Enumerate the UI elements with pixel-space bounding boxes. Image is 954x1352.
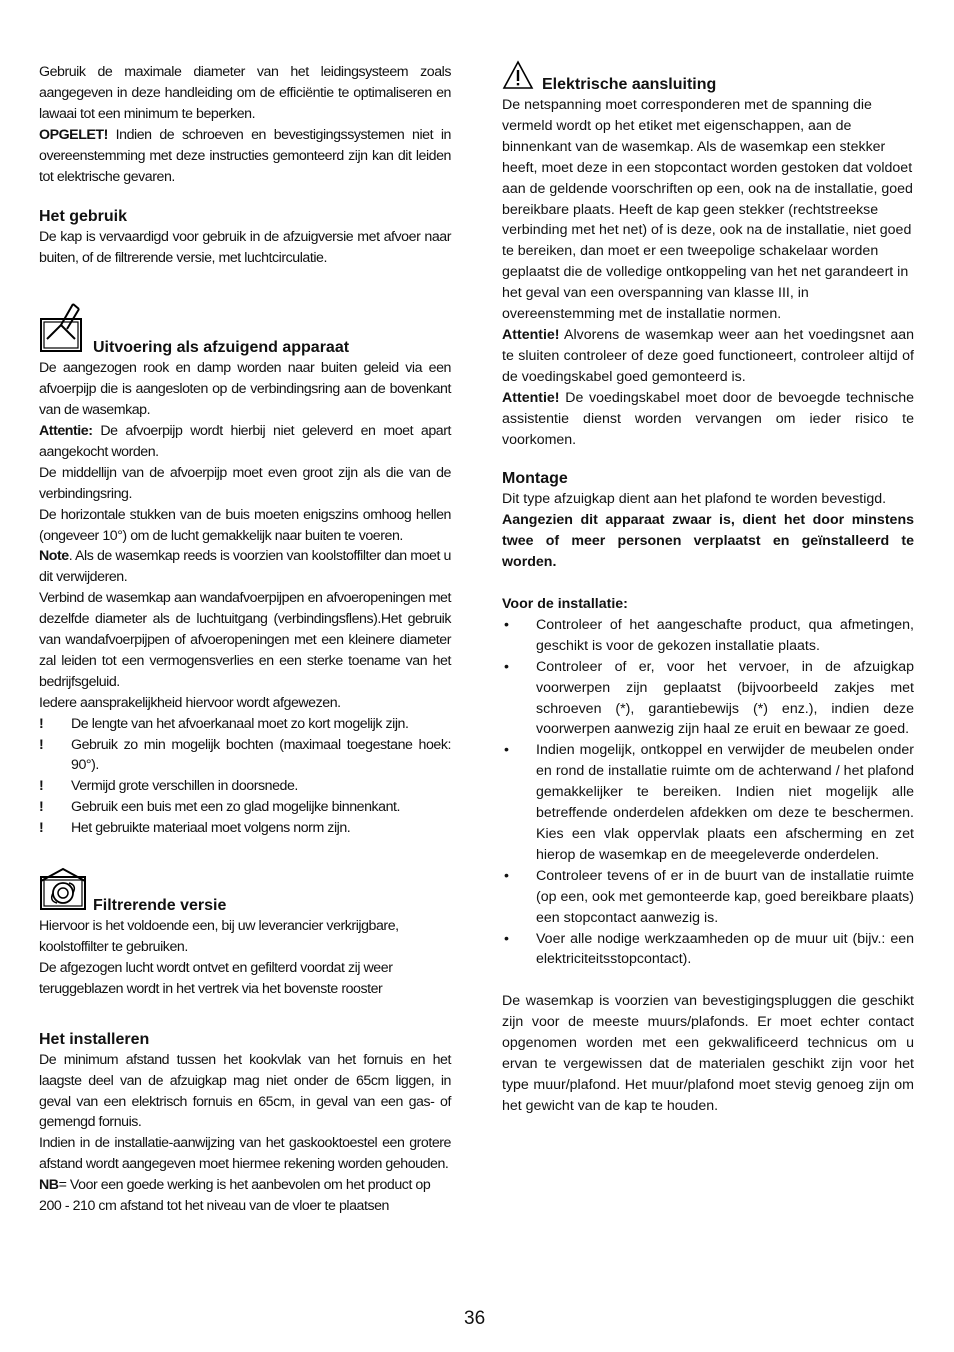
afzuigend-p7: Iedere aansprakelijkheid hiervoor wordt afgewezen. xyxy=(39,694,341,711)
list-item xyxy=(39,714,451,735)
afzuigend-header xyxy=(39,301,451,358)
filtrerend-p2: De afgezogen lucht wordt ontvet en gefilterd voordat zij weer teruggeblazen wordt in het vertrek via het bovenste rooster xyxy=(39,959,393,997)
exclamation-mark: ! xyxy=(39,820,44,837)
exclamation-mark: ! xyxy=(39,799,44,816)
installeren-p3 xyxy=(39,1175,451,1217)
elektrisch-p3-text: De voedingskabel moet door de bevoegde technische assistentie dienst worden vervangen om ieder risico te voorkomen. xyxy=(502,389,914,448)
installeren-p1: De minimum afstand tussen het kookvlak van het fornuis en het laagste deel van de afzuigkap mag niet onder de 65cm liggen, in geval van een elektrisch fornuis en 65cm, in geval van een gas- of gemengd fornuis. xyxy=(39,1051,451,1131)
afzuigend-p4: De horizontale stukken van de buis moeten enigszins omhoog hellen (ongeveer 10°) om de lucht gemakkelijk naar buiten te voeren. xyxy=(39,506,451,544)
elektrisch-header xyxy=(502,60,914,95)
exhaust-duct-icon xyxy=(39,301,87,358)
afzuigend-p5-text: . Als de wasemkap reeds is voorzien van koolstoffilter dan moet u dit verwijderen. xyxy=(39,548,451,586)
list-item xyxy=(39,776,451,797)
afzuigend-p3: De middellijn van de afvoerpijp moet even groot zijn als die van de verbindingsring. xyxy=(39,464,451,502)
list-item xyxy=(39,818,451,839)
list-item-text: Voer alle nodige werkzaamheden op de muur uit (bijv.: een elektriciteitsstopcontact). xyxy=(536,930,914,968)
section-title-gebruik: Het gebruik xyxy=(39,208,128,226)
section-title-afzuigend: Uitvoering als afzuigend apparaat xyxy=(93,339,350,357)
section-title-filtrerend: Filtrerende versie xyxy=(93,897,227,915)
afzuigend-p2 xyxy=(39,421,451,463)
bullet-list xyxy=(502,615,914,970)
montage-p1: Dit type afzuigkap dient aan het plafond te worden bevestigd. xyxy=(502,491,887,508)
section-title-montage: Montage xyxy=(502,470,568,488)
montage-p3: De wasemkap is voorzien van bevestigingspluggen die geschikt zijn voor de meeste muurs/plafonds. Er moet echter contact opgenomen worden met een gekwalificeerd technicus om u ervan te vergewissen dat de materialen geschikt zijn voor het type muur/plafond. Het muur/plafond moet stevig genoeg zijn om het gewicht van de kap te houden. xyxy=(502,993,914,1114)
installeren-p3-text: = Voor een goede werking is het aanbevolen om het product op 200 - 210 cm afstand tot het niveau van de vloer te plaatsen xyxy=(39,1177,431,1215)
list-item xyxy=(502,657,914,741)
list-item xyxy=(502,866,914,929)
afzuigend-p2-text: De afvoerpijp wordt hierbij niet geleverd en moet apart aangekocht worden. xyxy=(39,422,451,460)
bullet: • xyxy=(504,930,509,947)
section-title-elektrisch: Elektrische aansluiting xyxy=(542,76,717,93)
list-item-text: De lengte van het afvoerkanaal moet zo kort mogelijk zijn. xyxy=(71,715,409,732)
elektrisch-p1: De netspanning moet corresponderen met de spanning die vermeld wordt op het etiket met eigenschappen, aan de binnenkant van de wasemkap. Als de wasemkap een stekker heeft, moet deze in een stopcontact worden gestoken dat voldoet aan de geldende voorschriften op een, ook na de installatie, goed bereikbare plaats. Heeft de kap geen stekker (rechtstreekse verbinding met het net) of is deze, ook na de installatie, niet goed te bereiken, dan moet er een tweepolige schakelaar worden geplaatst die de volledige ontkoppeling van het net garandeert in het geval van een overspanning van klasse III, in overeenstemming met de installatie normen. xyxy=(502,97,913,323)
list-item-text: Controleer of het aangeschafte product, qua afmetingen, geschikt is voor de gekozen installatie plaats. xyxy=(536,616,914,654)
exclamation-mark: ! xyxy=(39,736,44,753)
warning-triangle-icon xyxy=(502,60,534,95)
bullet: • xyxy=(504,742,509,759)
afzuigend-p1: De aangezogen rook en damp worden naar buiten geleid via een afvoerpijp die is aangesloten op de verbindingsring aan de bovenkant van de wasemkap. xyxy=(39,360,451,419)
elektrisch-p2 xyxy=(502,325,914,388)
list-item-text: Vermijd grote verschillen in doorsnede. xyxy=(71,778,298,795)
intro-paragraph: Gebruik de maximale diameter van het leidingsysteem zoals aangegeven in deze handleiding om de efficiëntie te optimaliseren en lawaai tot een minimum te beperken. xyxy=(39,64,451,122)
right-column xyxy=(502,60,914,1117)
page-number: 36 xyxy=(464,1308,486,1329)
montage-p2: Aangezien dit apparaat zwaar is, dient het door minstens twee of meer personen verplaatst en geïnstalleerd te worden. xyxy=(502,512,914,571)
gebruik-text: De kap is vervaardigd voor gebruik in de afzuigversie met afvoer naar buiten, of de filtrerende versie, met luchtcirculatie. xyxy=(39,229,451,267)
recirculation-filter-icon xyxy=(39,867,87,916)
list-item-text: Indien mogelijk, ontkoppel en verwijder de meubelen onder en rond de installatie ruimte om de achterwand / het plafond gemakkelijker te bereiken. Indien niet mogelijk alle betreffende onderdelen afdekken om deze te beschermen. Kies een vlak oppervlak plaats een afscherming en zet hierop de wasemkap en de meegeleverde onderdelen. xyxy=(536,742,914,863)
warning-paragraph xyxy=(39,125,451,188)
warning-label: OPGELET! xyxy=(39,126,108,143)
afzuigend-p6: Verbind de wasemkap aan wandafvoerpijpen en afvoeropeningen met dezelfde diameter als de luchtuitgang (verbindingsflens).Het gebruik van wandafvoerpijpen of afvoeropeningen met een kleinere diameter zal leiden tot een vermogensverlies en een sterke toename van het bedrijfsgeluid. xyxy=(39,590,451,690)
list-item-text: Het gebruikte materiaal moet volgens norm zijn. xyxy=(71,820,351,837)
afzuigend-p5 xyxy=(39,546,451,588)
attentie-label: Attentie: xyxy=(39,422,93,439)
left-column xyxy=(39,62,451,1217)
list-item xyxy=(39,735,451,777)
nb-label: NB xyxy=(39,1177,59,1194)
warning-text: Indien de schroeven en bevestigingssystemen niet in overeenstemming met deze instructies gemonteerd zijn kan dit leiden tot elektrische gevaren. xyxy=(39,126,451,185)
elektrisch-p3 xyxy=(502,388,914,451)
list-item-text: Gebruik een buis met een zo glad mogelijke binnenkant. xyxy=(71,799,401,816)
bullet: • xyxy=(504,867,509,884)
installeren-p2: Indien in de installatie-aanwijzing van het gaskooktoestel een grotere afstand wordt aangegeven moet hiermee rekening worden gehouden. xyxy=(39,1135,451,1173)
list-item-text: Gebruik zo min mogelijk bochten (maximaal toegestane hoek: 90°). xyxy=(71,736,451,774)
list-item xyxy=(502,929,914,971)
bullet: • xyxy=(504,616,509,633)
list-item xyxy=(502,615,914,657)
bullet: • xyxy=(504,658,509,675)
note-label: Note xyxy=(39,548,69,565)
elektrisch-p2-text: Alvorens de wasemkap weer aan het voedingsnet aan te sluiten controleer of deze goed functioneert, controleer altijd of de voedingskabel goed gemonteerd is. xyxy=(502,326,914,385)
list-item-text: Controleer tevens of er in de buurt van de installatie ruimte (op een, ook met gemonteerde kap, goed bereikbare plaats) een stopcontact aanwezig is. xyxy=(536,867,914,926)
section-title-installeren: Het installeren xyxy=(39,1030,150,1048)
warning-list xyxy=(39,714,451,839)
exclamation-mark: ! xyxy=(39,715,44,732)
attentie-label: Attentie! xyxy=(502,326,560,343)
exclamation-mark: ! xyxy=(39,778,44,795)
list-item-text: Controleer of er, voor het vervoer, in de afzuigkap voorwerpen zijn geplaatst (bijvoorbeeld zakjes met schroeven (*), garantiebewijs (*) enz.), indien deze voorwerpen aanwezig zijn haal ze eruit en bewaar ze goed. xyxy=(536,658,914,738)
list-item xyxy=(39,797,451,818)
list-item xyxy=(502,740,914,865)
voor-installatie-title: Voor de installatie: xyxy=(502,596,628,613)
filtrerend-p1: Hiervoor is het voldoende een, bij uw leverancier verkrijgbare, koolstoffilter te gebruiken. xyxy=(39,918,399,955)
attentie-label: Attentie! xyxy=(502,389,560,406)
filtrerend-header xyxy=(39,867,451,916)
